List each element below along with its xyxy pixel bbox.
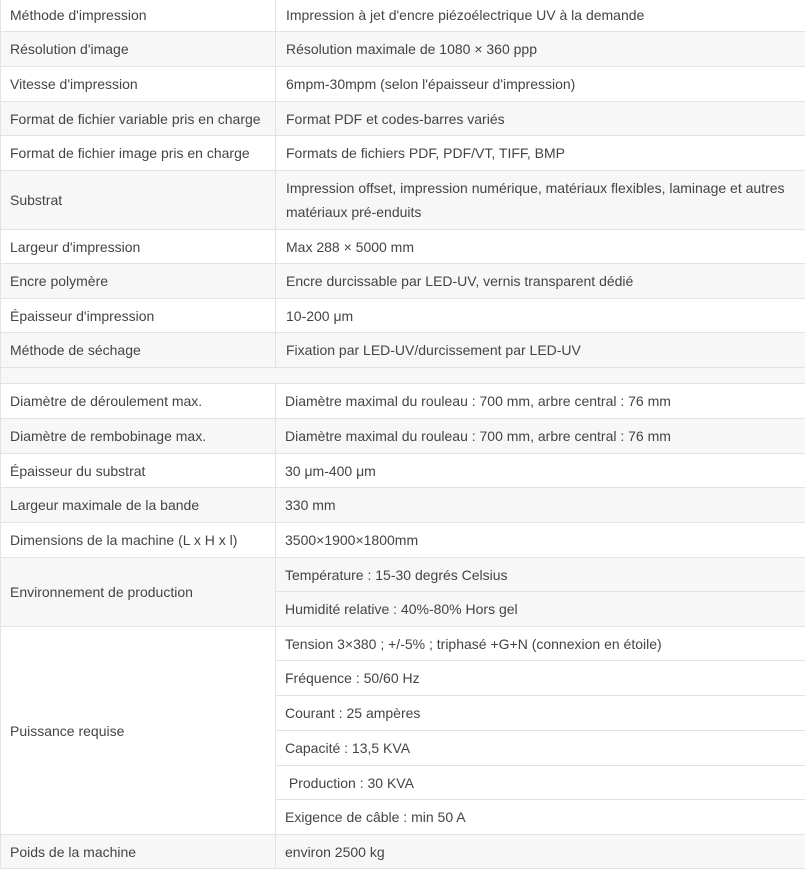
spec-label: Encre polymère — [1, 264, 276, 299]
spec-value: 10-200 μm — [276, 299, 805, 333]
spec-label: Méthode d'impression — [1, 0, 276, 32]
spec-value: Impression offset, impression numérique, matériaux flexibles, laminage et autres matériaux pré-enduits — [276, 171, 805, 230]
spec-value: environ 2500 kg — [276, 835, 805, 869]
table-row — [1, 299, 805, 333]
spec-value: Capacité : 13,5 KVA — [276, 731, 805, 766]
spec-label: Poids de la machine — [1, 835, 276, 869]
spec-label: Épaisseur d'impression — [1, 299, 276, 333]
spec-label: Résolution d'image — [1, 32, 276, 67]
table-row — [1, 264, 805, 299]
spec-label: Vitesse d'impression — [1, 67, 276, 102]
spec-value: 330 mm — [276, 488, 805, 523]
spec-value: Max 288 × 5000 mm — [276, 230, 805, 264]
spec-label: Format de fichier variable pris en charge — [1, 102, 276, 136]
spec-value: Humidité relative : 40%-80% Hors gel — [276, 592, 805, 627]
spec-value: Résolution maximale de 1080 × 360 ppp — [276, 32, 805, 67]
spec-label: Dimensions de la machine (L x H x l) — [1, 523, 276, 558]
spec-label: Format de fichier image pris en charge — [1, 136, 276, 171]
section-divider — [1, 368, 805, 384]
spec-value: Diamètre maximal du rouleau : 700 mm, arbre central : 76 mm — [276, 384, 805, 419]
table-row — [1, 102, 805, 136]
spec-value: 30 μm-400 μm — [276, 454, 805, 488]
spec-label: Méthode de séchage — [1, 333, 276, 368]
spec-value: Exigence de câble : min 50 A — [276, 800, 805, 835]
spec-label: Largeur d'impression — [1, 230, 276, 264]
table-row — [1, 32, 805, 67]
spec-value: Diamètre maximal du rouleau : 700 mm, arbre central : 76 mm — [276, 419, 805, 454]
spec-label: Environnement de production — [1, 558, 276, 627]
table-row — [1, 454, 805, 488]
spec-label: Diamètre de déroulement max. — [1, 384, 276, 419]
table-row — [1, 0, 805, 32]
table-row — [1, 171, 805, 230]
spec-value: 6mpm-30mpm (selon l'épaisseur d'impression) — [276, 67, 805, 102]
spec-value: Courant : 25 ampères — [276, 696, 805, 731]
spec-value: Encre durcissable par LED-UV, vernis transparent dédié — [276, 264, 805, 299]
spec-value: Tension 3×380 ; +/-5% ; triphasé +G+N (connexion en étoile) — [276, 627, 805, 661]
table-row — [1, 419, 805, 454]
table-row — [1, 136, 805, 171]
spec-value: Impression à jet d'encre piézoélectrique UV à la demande — [276, 0, 805, 32]
spec-label: Diamètre de rembobinage max. — [1, 419, 276, 454]
table-row — [1, 67, 805, 102]
table-row — [1, 384, 805, 419]
table-row — [1, 230, 805, 264]
spec-value: Production : 30 KVA — [276, 766, 805, 800]
spec-value: Température : 15-30 degrés Celsius — [276, 558, 805, 592]
spec-value: Fréquence : 50/60 Hz — [276, 661, 805, 696]
table-row — [1, 333, 805, 368]
spec-value: Fixation par LED-UV/durcissement par LED-UV — [276, 333, 805, 368]
table-row — [1, 523, 805, 558]
spec-label: Épaisseur du substrat — [1, 454, 276, 488]
spec-value: Formats de fichiers PDF, PDF/VT, TIFF, BMP — [276, 136, 805, 171]
spec-value: 3500×1900×1800mm — [276, 523, 805, 558]
spec-label: Substrat — [1, 171, 276, 230]
table-row — [1, 835, 805, 869]
spec-label: Puissance requise — [1, 627, 276, 835]
spec-label: Largeur maximale de la bande — [1, 488, 276, 523]
table-row — [1, 627, 805, 661]
spec-value: Format PDF et codes-barres variés — [276, 102, 805, 136]
table-row — [1, 558, 805, 592]
table-row — [1, 488, 805, 523]
